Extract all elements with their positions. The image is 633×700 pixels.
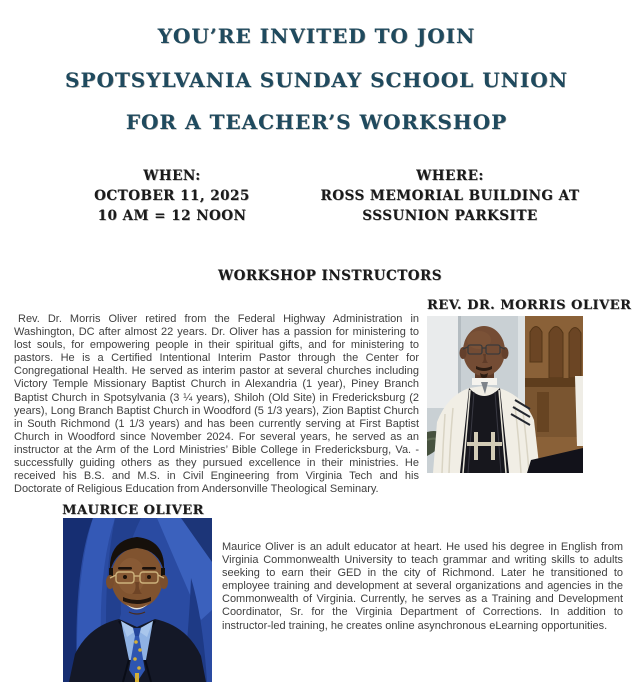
when-date: OCTOBER 11, 2025 <box>94 188 250 204</box>
where-line-1: ROSS MEMORIAL BUILDING AT <box>320 188 580 204</box>
when-label: WHEN: <box>143 168 201 184</box>
flyer-title-line-2: SPOTSYLVANIA SUNDAY SCHOOL UNION <box>65 68 568 92</box>
maurice-oliver-name-caption: MAURICE OLIVER <box>62 503 204 518</box>
maurice-oliver-photo <box>63 518 212 682</box>
where-line-2: SSSUNION PARKSITE <box>362 208 538 224</box>
morris-oliver-name-caption: REV. DR. MORRIS OLIVER <box>427 298 632 313</box>
flyer-title-line-1: YOU’RE INVITED TO JOIN <box>157 24 476 48</box>
morris-oliver-photo <box>427 316 583 473</box>
when-block <box>52 166 292 226</box>
where-block <box>318 166 582 226</box>
instructors-heading: WORKSHOP INSTRUCTORS <box>218 268 442 284</box>
clergy-portrait-illustration <box>427 316 583 473</box>
morris-oliver-bio: Rev. Dr. Morris Oliver retired from the Federal Highway Administration in Washington, DC after almost 22 years. Dr. Oliver has a passion for ministering to lost souls, for empowering people in their spiritual gifts, and for ministering to pastors. He is a Certified Intentional Interim Pastor through the Center for Congregational Health. He served as interim pastor at several churches including Victory Temple Missionary Baptist Church in Alexandria (1 year), Piney Branch Baptist Church in Spotsylvania (3 ¼ years), Shiloh (Old Site) in Fredericksburg (2 years), Long Branch Baptist Church in Woodford (5 1/3 years), Zion Baptist Church in South Richmond (1 1/3 years) and has been currently serving at First Baptist Church in Woodford since November 2024. For several years, he served as an instructor at the Arm of the Lord Ministries’ Bible College in Fredericksburg, Va. - successfully guiding others as they pursued excellence in their ministries. He received his B.S. and M.S. in Civil Engineering from Virginia Tech and his Doctorate of Religious Education from Andersonville Theological Seminary. <box>14 313 419 496</box>
maurice-oliver-bio: Maurice Oliver is an adult educator at heart. He used his degree in English from Virginia Commonwealth University to teach grammar and writing skills to adults seeking to earn their GED in the city of Richmond. Later he transitioned to employee training and development at several organizations and agencies in the Commonwealth of Virginia. Currently, he serves as a Training and Development Coordinator, Sr. for the Virginia Department of Corrections. In addition to instructor-led training, he creates online asynchronous eLearning opportunities. <box>222 541 623 632</box>
where-label: WHERE: <box>416 168 484 184</box>
when-time: 10 AM = 12 NOON <box>97 208 247 224</box>
flyer-title-line-3: FOR A TEACHER’S WORKSHOP <box>125 110 508 134</box>
studio-portrait-illustration <box>63 518 212 682</box>
